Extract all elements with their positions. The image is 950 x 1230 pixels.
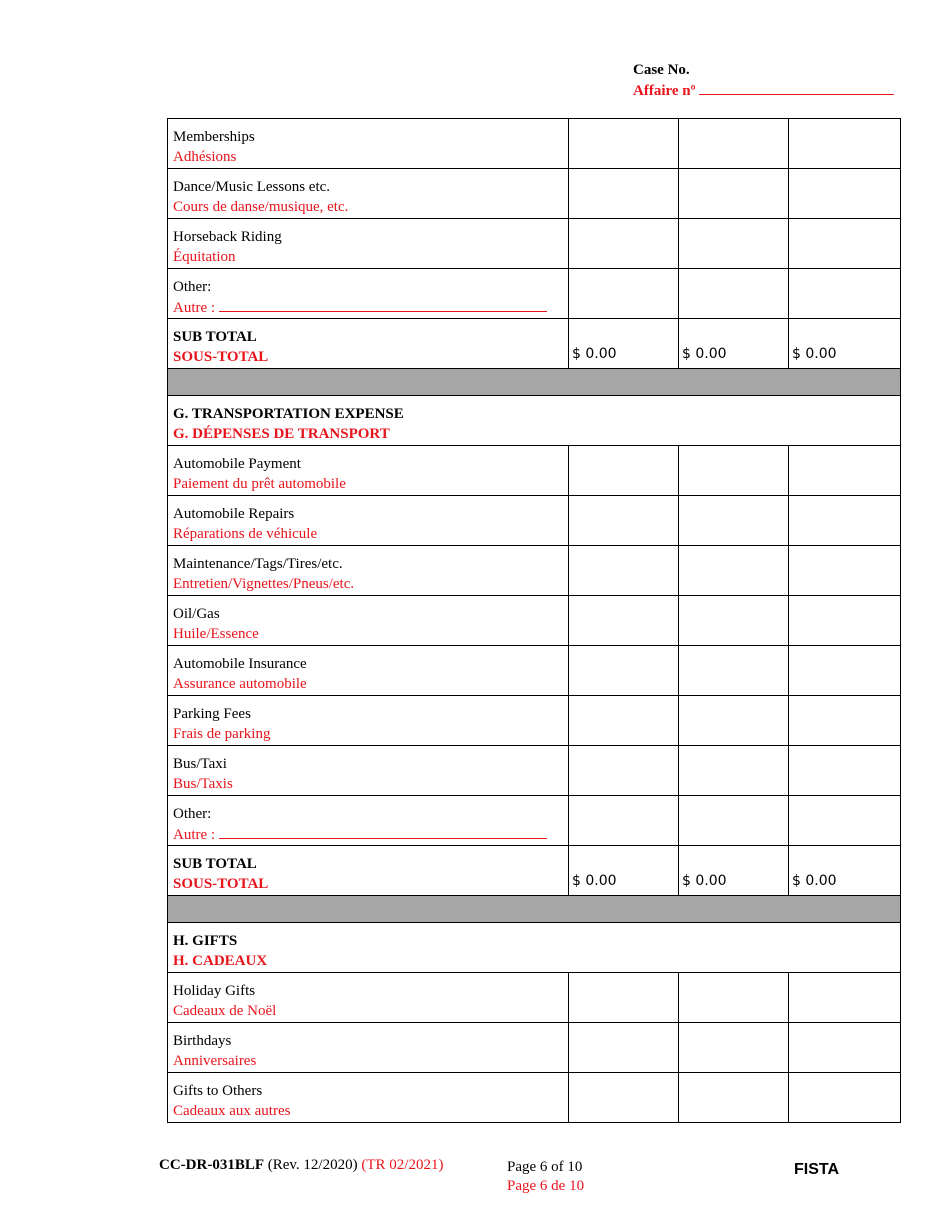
affaire-no-label: Affaire nº — [633, 83, 696, 99]
row-label-en: Automobile Repairs — [173, 506, 295, 522]
amount-cell[interactable] — [789, 219, 901, 269]
subtotal-value: $ 0.00 — [572, 346, 617, 362]
amount-cell[interactable] — [789, 1023, 901, 1073]
table-row — [168, 1023, 901, 1073]
amount-cell[interactable] — [569, 973, 679, 1023]
row-label-en: Bus/Taxi — [173, 756, 227, 772]
section-divider — [168, 369, 901, 396]
amount-cell[interactable] — [679, 169, 789, 219]
amount-cell[interactable] — [679, 496, 789, 546]
amount-cell[interactable] — [789, 973, 901, 1023]
row-label-en: Other: — [173, 279, 212, 295]
amount-cell[interactable] — [569, 496, 679, 546]
amount-cell[interactable] — [789, 269, 901, 319]
form-code-id: CC-DR-031BLF — [159, 1157, 264, 1173]
row-label-en: Oil/Gas — [173, 606, 220, 622]
expense-table — [167, 118, 901, 1123]
amount-cell[interactable] — [569, 1023, 679, 1073]
amount-cell[interactable] — [569, 546, 679, 596]
row-label-fr: Assurance automobile — [173, 676, 307, 692]
fista-brand: FISTA — [794, 1161, 840, 1178]
amount-cell[interactable] — [789, 796, 901, 846]
row-label-fr: Autre : — [173, 827, 216, 843]
amount-cell[interactable] — [679, 119, 789, 169]
row-label-fr: Cours de danse/musique, etc. — [173, 199, 349, 215]
row-label-en: Parking Fees — [173, 706, 251, 722]
amount-cell[interactable] — [679, 646, 789, 696]
row-label-fr: Réparations de véhicule — [173, 526, 318, 542]
row-label-fr: Anniversaires — [173, 1053, 257, 1069]
row-label-fr: Paiement du prêt automobile — [173, 476, 346, 492]
page-number — [507, 1158, 584, 1196]
page-number-en: Page 6 of 10 — [507, 1159, 583, 1175]
table-row — [168, 646, 901, 696]
amount-cell[interactable] — [789, 119, 901, 169]
row-label-fr: Autre : — [173, 300, 216, 316]
case-number-block — [633, 60, 894, 101]
subtotal-row — [168, 319, 901, 369]
row-label-en: Birthdays — [173, 1033, 232, 1049]
amount-cell[interactable] — [679, 796, 789, 846]
other-description-field[interactable] — [219, 824, 547, 839]
subtotal-value: $ 0.00 — [572, 873, 617, 889]
amount-cell[interactable] — [569, 119, 679, 169]
table-row — [168, 1073, 901, 1123]
amount-cell[interactable] — [569, 746, 679, 796]
row-label-fr: Huile/Essence — [173, 626, 259, 642]
table-row — [168, 169, 901, 219]
row-label-en: Horseback Riding — [173, 229, 282, 245]
form-code — [159, 1157, 443, 1174]
amount-cell[interactable] — [789, 746, 901, 796]
subtotal-label-en: SUB TOTAL — [173, 856, 257, 872]
subtotal-label-fr: SOUS-TOTAL — [173, 876, 269, 892]
amount-cell[interactable] — [569, 446, 679, 496]
table-row — [168, 746, 901, 796]
other-description-field[interactable] — [219, 297, 547, 312]
amount-cell[interactable] — [789, 169, 901, 219]
table-row — [168, 119, 901, 169]
row-label-fr: Entretien/Vignettes/Pneus/etc. — [173, 576, 355, 592]
amount-cell[interactable] — [569, 596, 679, 646]
row-label-fr: Cadeaux aux autres — [173, 1103, 291, 1119]
section-title-fr: H. CADEAUX — [173, 953, 268, 969]
table-row — [168, 269, 901, 319]
subtotal-value: $ 0.00 — [682, 873, 727, 889]
amount-cell[interactable] — [569, 269, 679, 319]
row-label-en: Holiday Gifts — [173, 983, 256, 999]
table-row — [168, 696, 901, 746]
amount-cell[interactable] — [569, 796, 679, 846]
section-divider — [168, 896, 901, 923]
table-row — [168, 219, 901, 269]
amount-cell[interactable] — [679, 746, 789, 796]
subtotal-label-en: SUB TOTAL — [173, 329, 257, 345]
table-row — [168, 596, 901, 646]
row-label-en: Other: — [173, 806, 212, 822]
amount-cell[interactable] — [679, 696, 789, 746]
row-label-en: Memberships — [173, 129, 255, 145]
row-label-en: Maintenance/Tags/Tires/etc. — [173, 556, 343, 572]
table-row — [168, 973, 901, 1023]
section-title-en: H. GIFTS — [173, 933, 238, 949]
section-header — [168, 923, 901, 973]
case-number-field[interactable] — [699, 80, 894, 95]
amount-cell[interactable] — [679, 546, 789, 596]
subtotal-label-fr: SOUS-TOTAL — [173, 349, 269, 365]
amount-cell[interactable] — [789, 546, 901, 596]
row-label-fr: Frais de parking — [173, 726, 271, 742]
amount-cell[interactable] — [679, 1073, 789, 1123]
amount-cell[interactable] — [569, 646, 679, 696]
form-revision: (Rev. 12/2020) — [267, 1157, 358, 1173]
row-label-en: Automobile Payment — [173, 456, 301, 472]
subtotal-value: $ 0.00 — [792, 346, 837, 362]
row-label-en: Dance/Music Lessons etc. — [173, 179, 331, 195]
row-label-en: Automobile Insurance — [173, 656, 307, 672]
section-header — [168, 396, 901, 446]
row-label-fr: Équitation — [173, 249, 236, 265]
amount-cell[interactable] — [789, 646, 901, 696]
amount-cell[interactable] — [789, 496, 901, 546]
row-label-fr: Bus/Taxis — [173, 776, 233, 792]
amount-cell[interactable] — [789, 1073, 901, 1123]
section-title-fr: G. DÉPENSES DE TRANSPORT — [173, 426, 390, 442]
amount-cell[interactable] — [569, 1073, 679, 1123]
table-row — [168, 496, 901, 546]
amount-cell[interactable] — [789, 446, 901, 496]
amount-cell[interactable] — [679, 1023, 789, 1073]
table-row — [168, 546, 901, 596]
amount-cell[interactable] — [679, 269, 789, 319]
subtotal-row — [168, 846, 901, 896]
row-label-fr: Cadeaux de Noël — [173, 1003, 277, 1019]
amount-cell[interactable] — [569, 169, 679, 219]
amount-cell[interactable] — [679, 219, 789, 269]
table-row — [168, 446, 901, 496]
amount-cell[interactable] — [679, 596, 789, 646]
section-title-en: G. TRANSPORTATION EXPENSE — [173, 406, 404, 422]
amount-cell[interactable] — [789, 696, 901, 746]
amount-cell[interactable] — [569, 696, 679, 746]
row-label-fr: Adhésions — [173, 149, 237, 165]
subtotal-value: $ 0.00 — [792, 873, 837, 889]
page-number-fr: Page 6 de 10 — [507, 1178, 585, 1194]
amount-cell[interactable] — [569, 219, 679, 269]
subtotal-value: $ 0.00 — [682, 346, 727, 362]
row-label-en: Gifts to Others — [173, 1083, 263, 1099]
case-no-label: Case No. — [633, 62, 690, 78]
amount-cell[interactable] — [679, 973, 789, 1023]
amount-cell[interactable] — [789, 596, 901, 646]
table-row — [168, 796, 901, 846]
amount-cell[interactable] — [679, 446, 789, 496]
form-translation-rev: (TR 02/2021) — [361, 1157, 444, 1173]
